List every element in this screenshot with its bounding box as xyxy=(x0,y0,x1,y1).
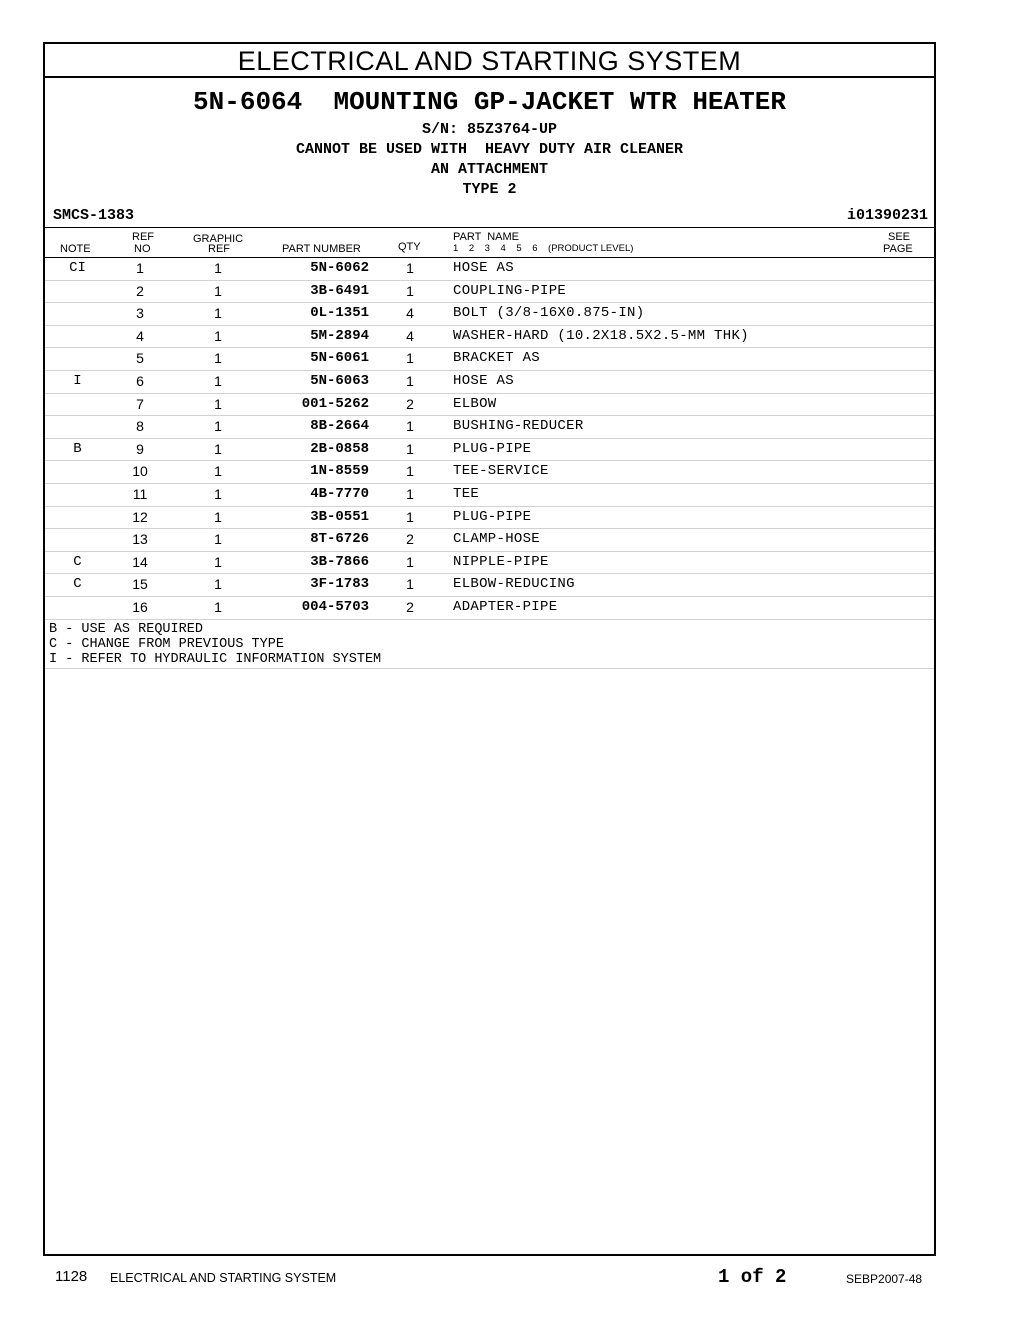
page-frame xyxy=(43,42,936,1256)
legend-item: B - USE AS REQUIRED xyxy=(49,621,203,637)
cell-part-name: PLUG-PIPE xyxy=(453,508,532,525)
cell-ref: 10 xyxy=(132,463,148,480)
group-title: 5N-6064 MOUNTING GP-JACKET WTR HEATER xyxy=(193,87,786,117)
cell-graphic-ref: 1 xyxy=(214,508,222,525)
cell-part-number: 5M-2894 xyxy=(310,327,369,344)
cell-qty: 4 xyxy=(406,327,414,344)
table-row xyxy=(45,529,934,552)
header-see-bottom: PAGE xyxy=(883,243,913,255)
cell-part-name: ELBOW-REDUCING xyxy=(453,576,575,593)
table-row xyxy=(45,484,934,507)
header-graphic-top: GRAPHIC xyxy=(193,233,244,245)
header-see-top: SEE xyxy=(888,231,911,243)
section-title: ELECTRICAL AND STARTING SYSTEM xyxy=(45,44,934,78)
cell-part-name: COUPLING-PIPE xyxy=(453,282,567,299)
cell-ref: 9 xyxy=(136,440,144,457)
cell-ref: 4 xyxy=(136,327,144,344)
cell-part-name: HOSE AS xyxy=(453,372,514,389)
cell-ref: 14 xyxy=(132,553,148,570)
smcs-row xyxy=(45,205,934,228)
footer-page-number: 1128 xyxy=(55,1268,88,1285)
table-row xyxy=(45,394,934,417)
table-row xyxy=(45,326,934,349)
cell-qty: 4 xyxy=(406,305,414,322)
remark-1: CANNOT BE USED WITH HEAVY DUTY AIR CLEANER xyxy=(295,141,684,158)
cell-part-number: 1N-8559 xyxy=(310,463,369,480)
cell-ref: 7 xyxy=(136,395,144,412)
cell-qty: 1 xyxy=(406,372,414,389)
cell-part-number: 3F-1783 xyxy=(310,576,369,593)
cell-qty: 1 xyxy=(406,485,414,502)
cell-ref: 2 xyxy=(136,282,144,299)
smcs-code: SMCS-1383 xyxy=(53,207,135,224)
cell-part-number: 0L-1351 xyxy=(310,305,369,322)
cell-graphic-ref: 1 xyxy=(214,327,222,344)
cell-graphic-ref: 1 xyxy=(214,463,222,480)
cell-part-number: 4B-7770 xyxy=(310,485,369,502)
table-row xyxy=(45,439,934,462)
cell-note: C xyxy=(73,576,82,593)
cell-part-name: BRACKET AS xyxy=(453,350,541,367)
cell-part-number: 3B-7866 xyxy=(310,553,369,570)
header-graphic-bottom: REF xyxy=(208,243,230,255)
header-part-name: PART NAME xyxy=(453,231,520,243)
cell-graphic-ref: 1 xyxy=(214,440,222,457)
cell-note: C xyxy=(73,553,82,570)
type-label: TYPE 2 xyxy=(462,181,517,198)
footer-page-of: 1 of 2 xyxy=(718,1266,787,1288)
cell-qty: 1 xyxy=(406,440,414,457)
serial-number: S/N: 85Z3764-UP xyxy=(421,121,558,138)
cell-graphic-ref: 1 xyxy=(214,395,222,412)
cell-graphic-ref: 1 xyxy=(214,553,222,570)
cell-part-name: HOSE AS xyxy=(453,260,514,276)
cell-graphic-ref: 1 xyxy=(214,576,222,593)
table-row xyxy=(45,281,934,304)
cell-part-number: 5N-6062 xyxy=(310,260,369,276)
cell-ref: 12 xyxy=(132,508,148,525)
footer-doc-id: SEBP2007-48 xyxy=(846,1272,923,1286)
column-headers xyxy=(45,228,934,258)
cell-ref: 1 xyxy=(136,260,144,276)
header-qty: QTY xyxy=(398,241,421,253)
cell-graphic-ref: 1 xyxy=(214,598,222,615)
cell-graphic-ref: 1 xyxy=(214,485,222,502)
cell-qty: 1 xyxy=(406,260,414,276)
notes-legend xyxy=(45,620,934,669)
remark-2: AN ATTACHMENT xyxy=(430,161,549,178)
cell-qty: 1 xyxy=(406,576,414,593)
cell-graphic-ref: 1 xyxy=(214,418,222,435)
cell-ref: 5 xyxy=(136,350,144,367)
cell-part-name: WASHER-HARD (10.2X18.5X2.5-MM THK) xyxy=(453,327,749,344)
header-product-level: 1 2 3 4 5 6 (PRODUCT LEVEL) xyxy=(453,243,634,254)
cell-part-name: BUSHING-REDUCER xyxy=(453,418,584,435)
cell-graphic-ref: 1 xyxy=(214,372,222,389)
cell-note: CI xyxy=(69,260,86,276)
cell-ref: 15 xyxy=(132,576,148,593)
cell-graphic-ref: 1 xyxy=(214,350,222,367)
cell-part-name: TEE xyxy=(453,485,480,502)
header-ref-bottom: NO xyxy=(134,243,151,255)
table-row xyxy=(45,597,934,620)
cell-graphic-ref: 1 xyxy=(214,282,222,299)
cell-part-name: NIPPLE-PIPE xyxy=(453,553,549,570)
legend-item: I - REFER TO HYDRAULIC INFORMATION SYSTEM xyxy=(49,651,382,667)
table-row xyxy=(45,552,934,575)
legend-item: C - CHANGE FROM PREVIOUS TYPE xyxy=(49,636,284,652)
cell-ref: 11 xyxy=(132,485,148,502)
footer-section: ELECTRICAL AND STARTING SYSTEM xyxy=(110,1271,337,1285)
cell-part-number: 8T-6726 xyxy=(310,531,369,548)
cell-part-number: 5N-6063 xyxy=(310,372,369,389)
cell-note: I xyxy=(73,372,82,389)
cell-qty: 2 xyxy=(406,598,414,615)
cell-part-name: PLUG-PIPE xyxy=(453,440,532,457)
header-note: NOTE xyxy=(60,243,91,255)
table-row xyxy=(45,348,934,371)
header-part-number: PART NUMBER xyxy=(282,243,361,255)
cell-note: B xyxy=(73,440,82,457)
cell-ref: 16 xyxy=(132,598,148,615)
cell-part-number: 5N-6061 xyxy=(310,350,369,367)
cell-part-number: 3B-6491 xyxy=(310,282,369,299)
table-row xyxy=(45,303,934,326)
table-row xyxy=(45,416,934,439)
illustration-id: i01390231 xyxy=(846,207,928,224)
header-ref-top: REF xyxy=(132,231,154,243)
table-row xyxy=(45,371,934,394)
cell-qty: 1 xyxy=(406,463,414,480)
table-row xyxy=(45,258,934,281)
table-row xyxy=(45,461,934,484)
page-footer xyxy=(0,1266,1020,1290)
cell-qty: 1 xyxy=(406,508,414,525)
cell-qty: 2 xyxy=(406,531,414,548)
cell-part-number: 8B-2664 xyxy=(310,418,369,435)
cell-qty: 1 xyxy=(406,282,414,299)
cell-qty: 1 xyxy=(406,418,414,435)
cell-part-number: 001-5262 xyxy=(301,395,369,412)
cell-part-name: ADAPTER-PIPE xyxy=(453,598,558,615)
cell-graphic-ref: 1 xyxy=(214,305,222,322)
cell-part-number: 004-5703 xyxy=(301,598,369,615)
cell-part-name: BOLT (3/8-16X0.875-IN) xyxy=(453,305,645,322)
cell-part-name: ELBOW xyxy=(453,395,497,412)
cell-ref: 3 xyxy=(136,305,144,322)
cell-ref: 8 xyxy=(136,418,144,435)
cell-qty: 1 xyxy=(406,553,414,570)
cell-qty: 2 xyxy=(406,395,414,412)
table-row xyxy=(45,574,934,597)
cell-graphic-ref: 1 xyxy=(214,260,222,276)
cell-part-number: 3B-0551 xyxy=(310,508,369,525)
table-row xyxy=(45,507,934,530)
cell-part-name: CLAMP-HOSE xyxy=(453,531,541,548)
cell-part-number: 2B-0858 xyxy=(310,440,369,457)
cell-ref: 6 xyxy=(136,372,144,389)
cell-part-name: TEE-SERVICE xyxy=(453,463,549,480)
cell-ref: 13 xyxy=(132,531,148,548)
cell-graphic-ref: 1 xyxy=(214,531,222,548)
cell-qty: 1 xyxy=(406,350,414,367)
parts-table xyxy=(45,258,934,620)
